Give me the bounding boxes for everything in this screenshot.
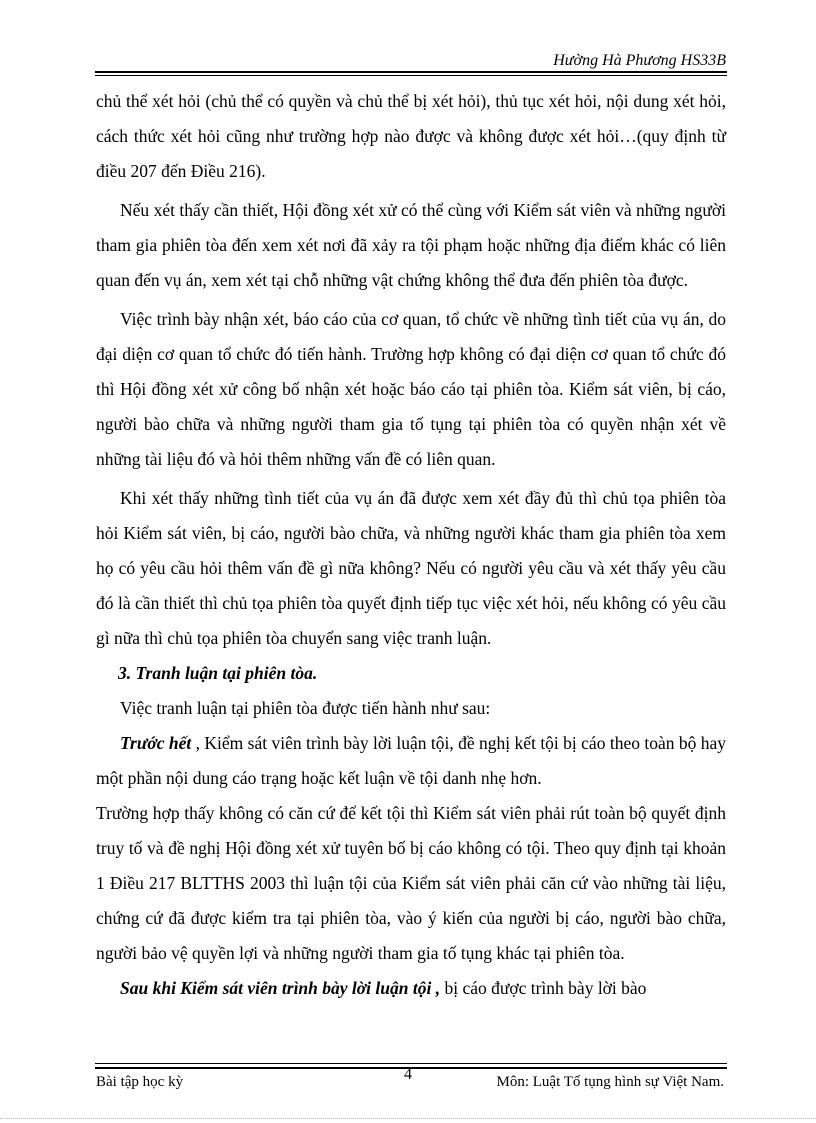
section-heading: 3. Tranh luận tại phiên tòa.	[118, 663, 318, 683]
page-header-author: Hường Hà Phương HS33B	[553, 52, 726, 69]
footer-rule-thin	[95, 1063, 727, 1064]
document-body	[96, 84, 726, 1006]
footer-left-text: Bài tập học kỳ	[96, 1074, 184, 1090]
paragraph-1: chủ thể xét hỏi (chủ thể có quyền và chủ thể bị xét hỏi), thủ tục xét hỏi, nội dung xét hỏi, cách thức xét hỏi cũng như trường hợp nào được và không được xét hỏi…(quy định từ điều 207 đến Điều 216).	[96, 91, 726, 181]
paragraph-2: Nếu xét thấy cần thiết, Hội đồng xét xử có thể cùng với Kiểm sát viên và những người tham gia phiên tòa đến xem xét nơi đã xảy ra tội phạm hoặc những địa điểm khác có liên quan đến vụ án, xem xét tại chỗ những vật chứng không thể đưa đến phiên tòa được.	[96, 200, 726, 290]
footer-right-text: Môn: Luật Tố tụng hình sự Việt Nam.	[496, 1074, 724, 1090]
paragraph-8-lead: Sau khi Kiểm sát viên trình bày lời luận tội ,	[120, 978, 441, 998]
header-rule-thin	[95, 75, 727, 76]
page-number: 4	[404, 1066, 412, 1083]
header-rule	[95, 71, 727, 73]
paragraph-4: Khi xét thấy những tình tiết của vụ án đã được xem xét đầy đủ thì chủ tọa phiên tòa hỏi Kiểm sát viên, bị cáo, người bào chữa, và những người khác tham gia phiên tòa xem họ có yêu cầu hỏi thêm vấn đề gì nữa không? Nếu có người yêu cầu và xét thấy yêu cầu đó là cần thiết thì chủ tọa phiên tòa quyết định tiếp tục việc xét hỏi, nếu không có yêu cầu gì nữa thì chủ tọa phiên tòa chuyển sang việc tranh luận.	[96, 488, 726, 648]
paragraph-5: Việc tranh luận tại phiên tòa được tiến hành như sau:	[120, 698, 491, 718]
paragraph-6-text: , Kiểm sát viên trình bày lời luận tội, đề nghị kết tội bị cáo theo toàn bộ hay một phần nội dung cáo trạng hoặc kết luận về tội danh nhẹ hơn.	[96, 733, 726, 788]
paragraph-8	[96, 971, 726, 1006]
paragraph-6	[96, 726, 726, 796]
paragraph-3: Việc trình bày nhận xét, báo cáo của cơ quan, tổ chức về những tình tiết của vụ án, do đại diện cơ quan tổ chức đó tiến hành. Trường hợp không có đại diện cơ quan tổ chức đó thì Hội đồng xét xử công bố nhận xét hoặc báo cáo tại phiên tòa. Kiểm sát viên, bị cáo, người bào chữa và những người tham gia tố tụng tại phiên tòa có quyền nhận xét về những tài liệu đó và hỏi thêm những vấn đề có liên quan.	[96, 309, 726, 469]
paragraph-6-lead: Trước hết	[120, 733, 192, 753]
paragraph-8-text: bị cáo được trình bày lời bào	[440, 978, 647, 998]
page-bottom-dotted-line	[0, 1118, 816, 1119]
paragraph-7: Trường hợp thấy không có căn cứ để kết tội thì Kiểm sát viên phải rút toàn bộ quyết định truy tố và đề nghị Hội đồng xét xử tuyên bố bị cáo không có tội. Theo quy định tại khoản 1 Điều 217 BLTTHS 2003 thì luận tội của Kiểm sát viên phải căn cứ vào những tài liệu, chứng cứ đã được kiểm tra tại phiên tòa, vào ý kiến của người bị cáo, người bào chữa, người bảo vệ quyền lợi và những người tham gia tố tụng khác tại phiên tòa.	[96, 803, 726, 963]
